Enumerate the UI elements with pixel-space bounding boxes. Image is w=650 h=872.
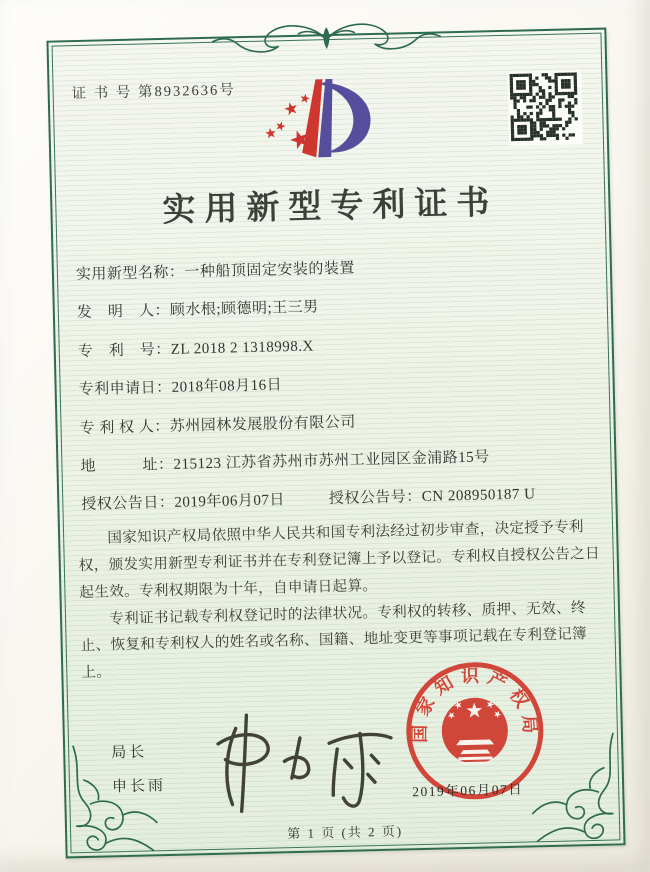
field-value: 苏州园林发展股份有限公司 — [169, 414, 356, 435]
director-block — [111, 740, 166, 796]
page-footer: 第 1 页 (共 2 页) — [287, 823, 404, 842]
field-label: 授权公告号： — [328, 489, 423, 508]
field-value: CN 208950187 U — [421, 486, 536, 506]
field-value: 2018年08月16日 — [171, 377, 283, 397]
field-value: 215123 江苏省苏州市苏州工业园区金浦路15号 — [173, 449, 490, 473]
field-label: 专利申请日： — [78, 380, 172, 399]
field-label: 地 址： — [80, 456, 174, 475]
field-label: 实用新型名称： — [75, 264, 185, 284]
cnipa-logo-icon — [253, 60, 406, 182]
field-label: 专 利 号： — [77, 341, 171, 360]
field-label: 发 明 人： — [76, 303, 171, 322]
field-label: 专 利 权 人： — [79, 418, 171, 437]
certificate-fields — [76, 244, 598, 525]
field-value: 2019年06月07日 — [174, 492, 286, 512]
qr-code — [507, 70, 583, 146]
seal-text: 国家知识产权局 — [409, 665, 541, 743]
certificate-number: 证 书 号 第8932636号 — [71, 82, 236, 103]
field-value: ZL 2018 2 1318998.X — [170, 338, 315, 358]
director-name: 申长雨 — [111, 778, 167, 796]
body-paragraph-2: 专利证书记载专利权登记时的法律状况。专利权的转移、质押、无效、终止、恢复和专利权人的姓名或名称、国籍、地址变更等事项记载在专利登记簿上。 — [80, 599, 588, 682]
handwritten-signature-icon — [180, 702, 413, 819]
top-border-ornament-icon — [210, 16, 443, 59]
director-title: 局长 — [111, 744, 148, 762]
field-value: 顾水根;顾德明;王三男 — [169, 299, 319, 320]
seal-date: 2019年06月07日 — [412, 781, 524, 800]
body-paragraph-1: 国家知识产权局依照中华人民共和国专利法经过初步审查，决定授予专利权，颁发实用新型专利证书并在专利登记簿上予以登记。专利权自授权公告之日起生效。专利权期限为十年，自申请日起算。 — [78, 519, 601, 601]
certificate-title: 实用新型专利证书 — [162, 185, 499, 230]
field-value: 一种船顶固定安装的装置 — [184, 260, 356, 281]
field-label: 授权公告日： — [81, 495, 175, 514]
certificate-border-frame — [46, 28, 625, 859]
